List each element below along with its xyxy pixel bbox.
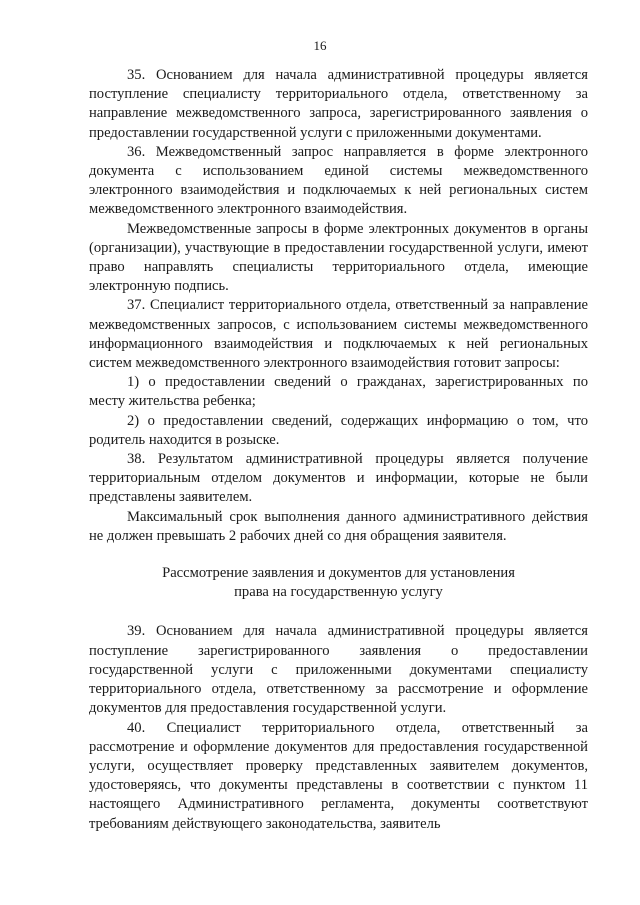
paragraph-40: 40. Специалист территориального отдела, ответственный за рассмотрение и оформление документов для предоставления государственной услуги, осуществляет проверку представленных заявителем документов, удостоверяясь, что документы представлены в соответствии с пунктом 11 настоящего Административного регламента, документы соответствуют требованиям действующего законодательства, заявитель bbox=[89, 719, 588, 832]
paragraph-37: 37. Специалист территориального отдела, ответственный за направление межведомственных запросов, с использованием системы межведомственного информационного взаимодействия и подключаемых к ней региональных систем межведомственного электронного взаимодействия готовит запросы: bbox=[89, 297, 588, 372]
paragraph-36: 36. Межведомственный запрос направляется в форме электронного документа с использованием единой системы межведомственного электронного взаимодействия и подключаемых к ней региональных систем межведомственного электронного взаимодействия. bbox=[89, 143, 588, 218]
paragraph-max-term: Максимальный срок выполнения данного административного действия не должен превышать 2 рабочих дней со дня обращения заявителя. bbox=[89, 508, 588, 544]
list-item-1: 1) о предоставлении сведений о гражданах, зарегистрированных по месту жительства ребенка; bbox=[89, 374, 588, 410]
page-number: 16 bbox=[313, 38, 327, 53]
section-heading-line-1: Рассмотрение заявления и документов для установления bbox=[162, 565, 515, 582]
section-heading-line-2: права на государственную услугу bbox=[234, 584, 443, 601]
document-body bbox=[89, 66, 588, 834]
paragraph-38: 38. Результатом административной процедуры является получение территориальным отделом документов и информации, которые не были представлены заявителем. bbox=[89, 451, 588, 506]
paragraph-39: 39. Основанием для начала административной процедуры является поступление зарегистрированного заявления о предоставлении государственной услуги с приложенными документами специалисту территориального отдела, ответственному за рассмотрение и оформление документов для предоставления государственной услуги. bbox=[89, 623, 588, 717]
list-item-2: 2) о предоставлении сведений, содержащих информацию о том, что родитель находится в розыске. bbox=[89, 412, 588, 448]
paragraph-35: 35. Основанием для начала административной процедуры является поступление специалисту территориального отдела, ответственному за направление межведомственного запроса, зарегистрированного заявления о предоставлении государственной услуги с приложенными документами. bbox=[89, 67, 588, 141]
paragraph-interagency-requests: Межведомственные запросы в форме электронных документов в органы (организации), участвующие в предоставлении государственной услуги, имеют право направлять специалисты территориального отдела, имеющие электронную подпись. bbox=[89, 220, 588, 295]
section-heading bbox=[89, 564, 588, 602]
